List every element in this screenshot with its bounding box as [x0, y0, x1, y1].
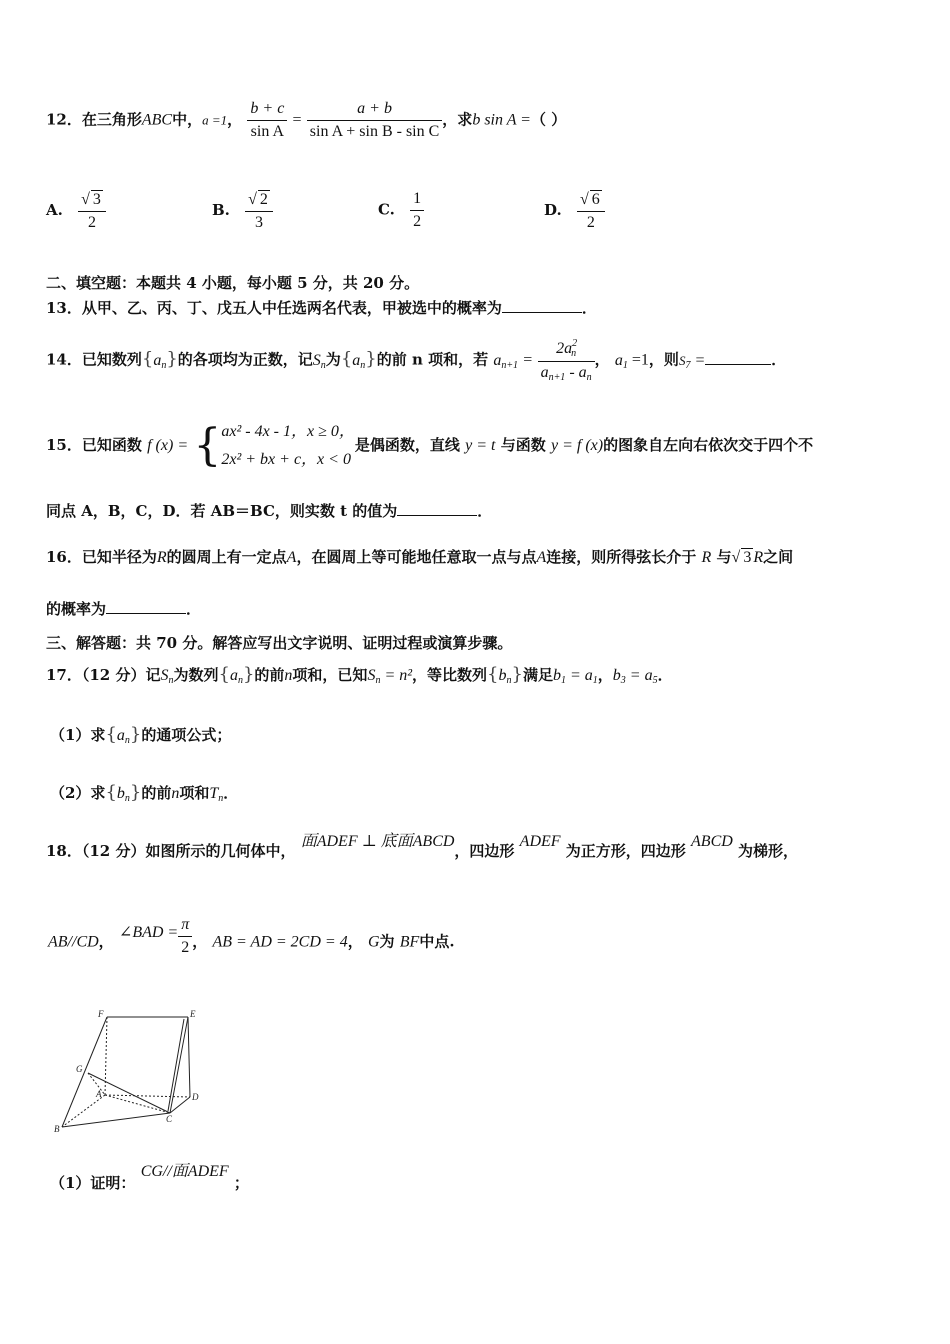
label-G: G	[76, 1064, 83, 1074]
q18-text2: ，四边形	[454, 842, 515, 860]
q18-text5: 为	[379, 932, 395, 951]
q17-text5: ，等比数列	[412, 666, 488, 684]
q17-p2-text2: 的前	[141, 784, 172, 802]
q15-text2: 是偶函数，直线	[354, 436, 460, 454]
q12-answer-paren: （ ）	[530, 110, 567, 129]
q18-text4: 为梯形，	[738, 842, 799, 860]
q12-ask: ，求	[442, 110, 473, 129]
q15-piecewise: ax² - 4x - 1，x ≥ 0， 2x² + bx + c，x < 0	[221, 423, 355, 468]
q16-text4: 连接，则所得弦长介于	[546, 548, 697, 566]
question-17-part-1: （1）求$\{a_n\}$的通项公式；	[50, 724, 232, 746]
question-16: 16．已知半径为R的圆周上有一定点A，在圆周上等可能地任意取一点与点A连接，则所得弦长介于 R 与√ 3 R之间	[46, 548, 794, 566]
q16-text: 16．已知半径为	[46, 548, 157, 566]
q15-line: y = t	[465, 437, 496, 454]
q18-text: 18．（12 分）如图所示的几何体中，	[46, 842, 296, 860]
q12-option-a[interactable]	[46, 190, 106, 232]
q16-text5: 与	[716, 548, 732, 566]
question-13: 13．从甲、乙、丙、丁、戊五人中任选两名代表，甲被选中的概率为 ．	[46, 299, 597, 317]
q12-option-c[interactable]	[378, 190, 424, 231]
q12-text2: 中，	[172, 110, 203, 129]
q16-text6: 之间	[763, 548, 794, 566]
q14-text5: ，则	[648, 350, 679, 369]
label-B: B	[54, 1124, 60, 1134]
q12-option-b[interactable]	[212, 190, 273, 232]
edge-ec	[170, 1017, 188, 1113]
question-18	[46, 833, 799, 861]
q18-comma: ，	[98, 932, 114, 951]
q13-text: 13．从甲、乙、丙、丁、戊五人中任选两名代表，甲被选中的概率为	[46, 299, 502, 317]
question-16-line2: 的概率为 ．	[46, 600, 202, 618]
q18-comma2: ，	[192, 932, 208, 951]
q16-answer-blank[interactable]	[106, 599, 186, 614]
q14-comma: ，	[594, 350, 610, 369]
q14-text4: 的前 n 项和，若	[376, 350, 489, 369]
q17-text6: 满足	[522, 666, 553, 684]
q12-equals: =	[292, 111, 302, 129]
question-18-part-1	[50, 1163, 249, 1193]
q18-pi-over-2: $\frac{\pi}{2}$	[178, 916, 192, 957]
label-F: F	[98, 1009, 104, 1019]
edge-ed	[188, 1017, 190, 1097]
q18-comma3: ，	[347, 932, 363, 951]
q12-fraction-1: $\frac{b + c}{\text{sin A}}$	[247, 100, 287, 141]
q17-p1-text: （1）求	[50, 726, 106, 744]
q16-text7: 的概率为	[46, 600, 107, 618]
q14-answer-blank[interactable]	[705, 350, 771, 365]
q14-text2: 的各项均为正数，记	[177, 350, 313, 369]
edge-fa	[105, 1017, 107, 1095]
q13-answer-blank[interactable]	[502, 298, 582, 313]
question-12	[46, 100, 566, 141]
q17-text8: ．	[657, 666, 673, 684]
q18-adef: ADEF	[519, 833, 561, 850]
q17-text: 17．（12 分）记	[46, 666, 161, 684]
option-fraction: $\frac{1}{2}$	[410, 190, 424, 231]
q18-p1-semicolon: ；	[233, 1174, 249, 1192]
q17-text7: ，	[597, 666, 613, 684]
q18-p1-math: CG//面ADEF	[140, 1163, 229, 1180]
q18-abcd: ABCD	[691, 833, 733, 850]
option-label: A.	[46, 201, 63, 219]
q18-angle: ∠BAD =	[118, 923, 179, 941]
option-label: B.	[212, 201, 230, 219]
q18-text6: 中点.	[419, 932, 455, 951]
question-17: 17．（12 分）记$S_n$为数列$\{a_n\}$的前n项和，已知$S_n = n^2$，等比数列$\{b_n\}$满足$b_1 = a_1$，$b_3 = a_5$．	[46, 664, 673, 686]
option-fraction: $\frac{√ 2}{3}$	[245, 190, 273, 232]
q14-text: 14．已知数列	[46, 350, 142, 369]
q12-triangle: ABC	[141, 111, 173, 129]
q18-lengths: AB = AD = 2CD = 4	[212, 933, 348, 951]
option-label: D.	[544, 201, 562, 219]
section-2-heading: 二、填空题：本题共 4 小题，每小题 5 分，共 20 分。	[46, 274, 420, 292]
option-label: C.	[378, 200, 395, 219]
section-3-heading: 三、解答题：共 70 分。解答应写出文字说明、证明过程或演算步骤。	[46, 634, 513, 652]
q18-parallel: AB//CD	[48, 933, 99, 951]
question-15-line2: 同点 A，B，C，D．若 AB＝BC，则实数 t 的值为 ．	[46, 502, 493, 520]
q12-option-d[interactable]	[544, 190, 605, 232]
q16-A: A	[286, 549, 297, 566]
q14-recurrence-fraction: $\frac{2a^2_n}{a_{n+1} - a_n}$	[538, 338, 595, 383]
q18-perp: 面ADEF ⊥ 底面ABCD	[300, 833, 455, 850]
q17-p2-text4: ．	[223, 784, 239, 802]
q17-text2: 为数列	[173, 666, 219, 684]
edge-ad	[105, 1095, 190, 1097]
q15-text5: 同点 A，B，C，D．若 AB＝BC，则实数 t 的值为	[46, 502, 398, 520]
q15-answer-blank[interactable]	[397, 501, 477, 516]
q14-a1-value: =1	[627, 351, 649, 369]
q17-p2-text: （2）求	[50, 784, 106, 802]
q16-text3: ，在圆周上等可能地任意取一点与点	[296, 548, 537, 566]
geometry-figure	[50, 1005, 210, 1135]
q18-p1-text: （1）证明：	[50, 1174, 136, 1192]
question-18-line2	[48, 916, 455, 963]
q15-fx: f (x) =	[147, 437, 189, 454]
question-17-part-2: （2）求$\{b_n\}$的前n项和$T_n$．	[50, 782, 239, 804]
question-15: 15．已知函数 f (x) = { ax² - 4x - 1，x ≥ 0， 2x² + bx + c，x < 0 是偶函数，直线 y = t 与函数 y = f (x)的图象自左向右依次交于四个不	[46, 418, 813, 474]
label-A: A	[96, 1089, 102, 1099]
option-fraction: $\frac{√ 6}{2}$	[577, 190, 605, 232]
q16-text2: 的圆周上有一定点	[166, 548, 287, 566]
q17-p1-text2: 的通项公式；	[141, 726, 232, 744]
q18-text3: 为正方形，四边形	[565, 842, 686, 860]
q17-p2-text3: 项和	[179, 784, 210, 802]
q12-a-eq: a =1	[202, 112, 228, 128]
q17-text3: 的前	[254, 666, 285, 684]
q18-BF: BF	[399, 933, 420, 951]
q12-text: 12．在三角形	[46, 110, 142, 129]
label-C: C	[166, 1114, 173, 1124]
q15-text4: 的图象自左向右依次交于四个不	[603, 436, 814, 454]
q16-R: R	[156, 549, 167, 566]
q15-text: 15．已知函数	[46, 436, 142, 454]
option-fraction: $\frac{√ 3}{2}$	[78, 190, 106, 232]
label-E: E	[190, 1009, 196, 1019]
q12-comma: ，	[227, 110, 243, 129]
question-14: 14．已知数列$\{a_n\}$的各项均为正数，记$S_n$为$\{a_n\}$的前 n 项和，若 $a_{n+1}$ = $\frac{2a^2_n}{a_{n+1} - a_n}$ ， $a_1 =1$，则$S_7$ = ．	[46, 338, 787, 383]
label-D: D	[192, 1092, 199, 1102]
q17-text4: 项和，已知	[292, 666, 368, 684]
q15-text3: 与函数	[500, 436, 546, 454]
q15-yfx: y = f (x)	[550, 437, 604, 454]
q14-text3: 为	[325, 350, 341, 369]
q18-G: G	[367, 933, 380, 951]
q12-fraction-2: $\frac{a + b}{\text{sin A + sin B - sin C}}$	[307, 100, 443, 141]
q12-expr: b sin A =	[472, 111, 531, 129]
